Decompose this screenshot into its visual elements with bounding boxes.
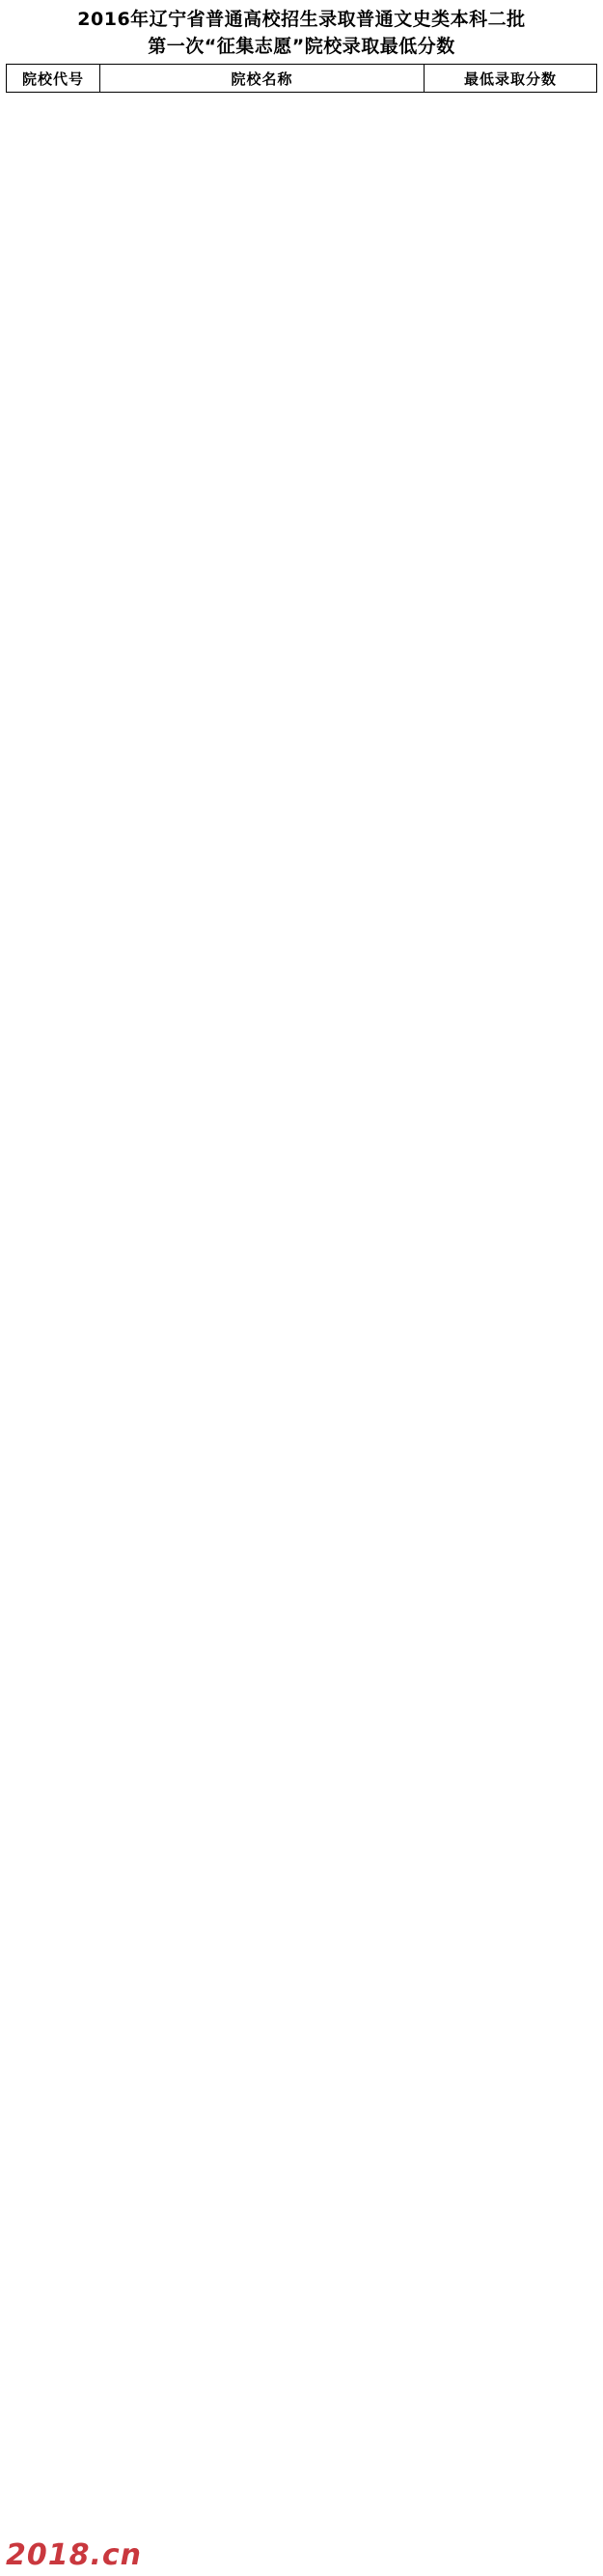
score-table-container (6, 64, 597, 93)
header-code: 院校代号 (7, 65, 100, 93)
score-table (6, 64, 597, 93)
title-line-1: 2016年辽宁省普通高校招生录取普通文史类本科二批 (77, 9, 526, 30)
title-line-2: 第一次“征集志愿”院校录取最低分数 (148, 36, 455, 57)
site-watermark-logo (6, 2538, 142, 2572)
watermark-text: 2018.cn (6, 2538, 143, 2572)
document-title (0, 6, 603, 60)
header-score: 最低录取分数 (425, 65, 597, 93)
header-name: 院校名称 (100, 65, 425, 93)
table-header-row (7, 65, 597, 93)
